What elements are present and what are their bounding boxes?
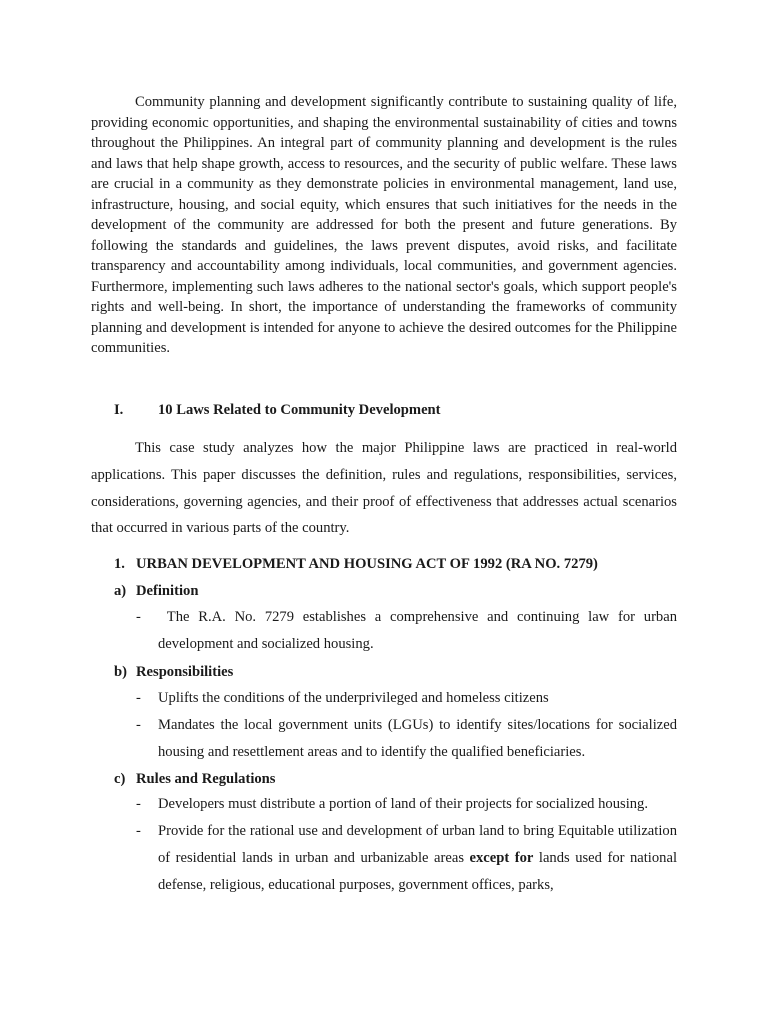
section-heading <box>114 400 441 420</box>
rules-heading <box>114 768 275 790</box>
definition-heading <box>114 580 198 602</box>
case-study-paragraph: This case study analyzes how the major Philippine laws are practiced in real-world applications. This paper discusses the definition, rules and regulations, responsibilities, services, considerations, governing agencies, and their proof of effectiveness that addresses actual scenarios that occurred in various parts of the country. <box>91 440 677 537</box>
responsibilities-bullet-text: Mandates the local government units (LGUs) to identify sites/locations for socialized housing and resettlement areas and to identify the qualified beneficiaries. <box>158 717 677 760</box>
section-number: I. <box>114 402 124 418</box>
bullet-dash: - <box>136 823 141 839</box>
rules-letter: c) <box>114 771 126 787</box>
rules-bullet-text: Developers must distribute a portion of land of their projects for socialized housing. <box>158 796 648 812</box>
law-heading <box>114 553 598 575</box>
intro-paragraph: Community planning and development significantly contribute to sustaining quality of life, providing economic opportunities, and shaping the environmental sustainability of cities and towns throughout the Philippines. An integral part of community planning and development is the rules and laws that help shape growth, access to resources, and the security of public welfare. These laws are crucial in a community as they demonstrate policies in environmental management, land use, infrastructure, housing, and social equity, which ensures that such initiatives for the needs in the development of the community are addressed for both the present and future generations. By following the standards and guidelines, the laws prevent disputes, avoid risks, and facilitate transparency and accountability among individuals, local communities, and government agencies. Furthermore, implementing such laws adheres to the national sector's goals, which support people's rights and well-being. In short, the importance of understanding the frameworks of community planning and development is intended for anyone to achieve the desired outcomes for the Philippine communities. <box>91 94 677 356</box>
rules-bullet-text <box>158 818 677 898</box>
law-title: URBAN DEVELOPMENT AND HOUSING ACT OF 1992 (RA NO. 7279) <box>136 556 598 572</box>
definition-letter: a) <box>114 583 127 599</box>
section-title: 10 Laws Related to Community Development <box>158 402 441 418</box>
responsibilities-heading <box>114 661 233 683</box>
responsibilities-bullet-text: Uplifts the conditions of the underprivileged and homeless citizens <box>158 690 549 706</box>
definition-label: Definition <box>136 583 199 599</box>
responsibilities-label: Responsibilities <box>136 664 234 680</box>
rules-bullet-emphasis: except for <box>469 849 534 866</box>
rules-bullet-text-part1: Provide for the rational use and development of urban land to bring Equitable utilization of residential lands in urban and urbanizable areas <box>158 823 677 866</box>
bullet-dash: - <box>136 717 141 733</box>
responsibilities-letter: b) <box>114 664 127 680</box>
bullet-dash: - <box>136 690 141 706</box>
rules-bullet <box>136 791 677 818</box>
rules-bullet <box>136 818 677 898</box>
responsibilities-bullet <box>136 685 677 712</box>
bullet-dash: - <box>136 796 141 812</box>
rules-bullet-text-part2: lands used for national defense, religious, educational purposes, government offices, parks, <box>158 849 677 893</box>
definition-bullet-text: The R.A. No. 7279 establishes a comprehensive and continuing law for urban development and socialized housing. <box>158 609 681 652</box>
rules-label: Rules and Regulations <box>136 771 276 787</box>
law-number: 1. <box>114 556 125 572</box>
bullet-dash: - <box>136 609 141 625</box>
responsibilities-bullet <box>136 712 677 766</box>
definition-bullet <box>136 604 681 658</box>
